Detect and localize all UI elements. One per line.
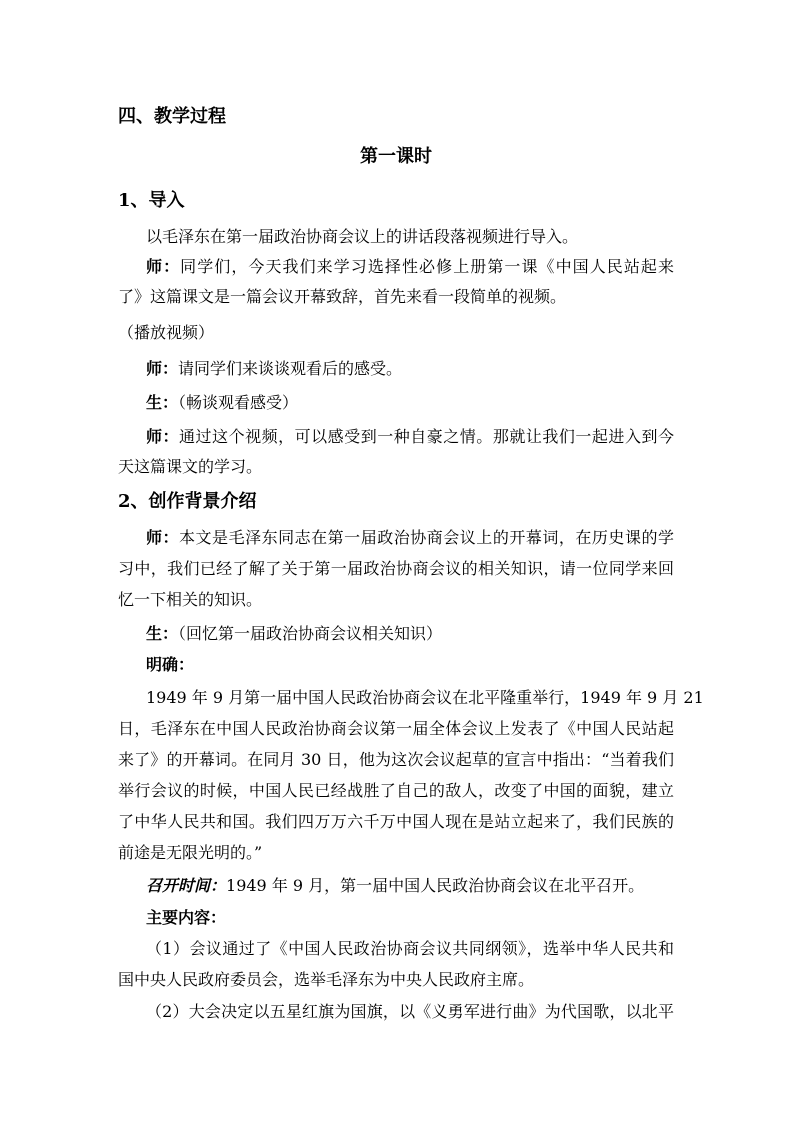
teacher-line-3-cont: 天这篇课文的学习。 xyxy=(118,457,263,476)
lesson-title: 第一课时 xyxy=(360,146,432,167)
content-item-1-l1: （1）会议通过了《中国人民政治协商会议共同纲领》，选举中华人民共和 xyxy=(146,939,674,958)
history-paragraph-l2: 日，毛泽东在中国人民政治协商会议第一届全体会议上发表了《中国人民站起 xyxy=(118,719,674,738)
history-paragraph-l5: 了中华人民共和国。我们四万万六千万中国人现在是站立起来了，我们民族的 xyxy=(118,812,674,831)
teacher-line-1 xyxy=(146,257,674,277)
history-paragraph-l1: 1949 年 9 月第一届中国人民政治协商会议在北平隆重举行，1949 年 9 月 21 xyxy=(146,688,704,707)
intro-paragraph: 以毛泽东在第一届政治协商会议上的讲话段落视频进行导入。 xyxy=(146,227,579,246)
content-item-2-l1: （2）大会决定以五星红旗为国旗，以《义勇军进行曲》为代国歌，以北平 xyxy=(146,1002,674,1021)
teacher-text: 本文是毛泽东同志在第一届政治协商会议上的开幕词，在历史课的学 xyxy=(179,528,674,547)
teacher-line-1-cont: 了》这篇课文是一篇会议开幕致辞，首先来看一段简单的视频。 xyxy=(118,287,567,306)
meeting-time xyxy=(146,876,644,896)
teacher-line-3 xyxy=(146,427,674,447)
history-paragraph-l3: 来了》的开幕词。在同月 30 日，他为这次会议起草的宣言中指出：“当着我们 xyxy=(118,750,674,769)
section-title: 四、教学过程 xyxy=(118,106,226,127)
teacher-label: 师： xyxy=(146,257,181,276)
heading-background: 2、创作背景介绍 xyxy=(118,491,257,512)
heading-intro: 1、导入 xyxy=(118,190,185,211)
teacher-label: 师： xyxy=(146,359,179,378)
student-text: （畅谈观看感受） xyxy=(178,393,299,412)
student-label: 生： xyxy=(146,393,179,412)
history-paragraph-l6: 前途是无限光明的。” xyxy=(118,843,263,862)
teacher-label: 师： xyxy=(146,528,180,547)
time-label: 召开时间： xyxy=(146,876,227,895)
teacher-line-4-cont: 习中，我们已经了解了关于第一届政治协商会议的相关知识，请一位同学来回 xyxy=(118,559,674,578)
teacher-line-4 xyxy=(146,528,674,548)
teacher-line-2 xyxy=(146,359,402,379)
teacher-text: 通过这个视频，可以感受到一种自豪之情。那就让我们一起进入到今 xyxy=(179,427,674,446)
teacher-text: 请同学们来谈谈观看后的感受。 xyxy=(178,359,403,378)
history-paragraph-l4: 举行会议的时候，中国人民已经战胜了自己的敌人，改变了中国的面貌，建立 xyxy=(118,781,674,800)
student-line-2 xyxy=(146,624,442,644)
student-line-1 xyxy=(146,393,298,413)
content-item-1-l2: 国中央人民政府委员会，选举毛泽东为中央人民政府主席。 xyxy=(118,970,535,989)
teacher-label: 师： xyxy=(146,427,180,446)
clarify-label: 明确： xyxy=(146,655,195,674)
main-content-label: 主要内容： xyxy=(146,908,227,927)
time-text: 1949 年 9 月，第一届中国人民政治协商会议在北平召开。 xyxy=(226,876,645,895)
student-label: 生： xyxy=(146,624,179,643)
teacher-line-4-cont2: 忆一下相关的知识。 xyxy=(118,590,263,609)
video-note: （播放视频） xyxy=(118,323,215,342)
teacher-text: 同学们，今天我们来学习选择性必修上册第一课《中国人民站起来 xyxy=(180,257,674,276)
student-text: （回忆第一届政治协商会议相关知识） xyxy=(178,624,443,643)
